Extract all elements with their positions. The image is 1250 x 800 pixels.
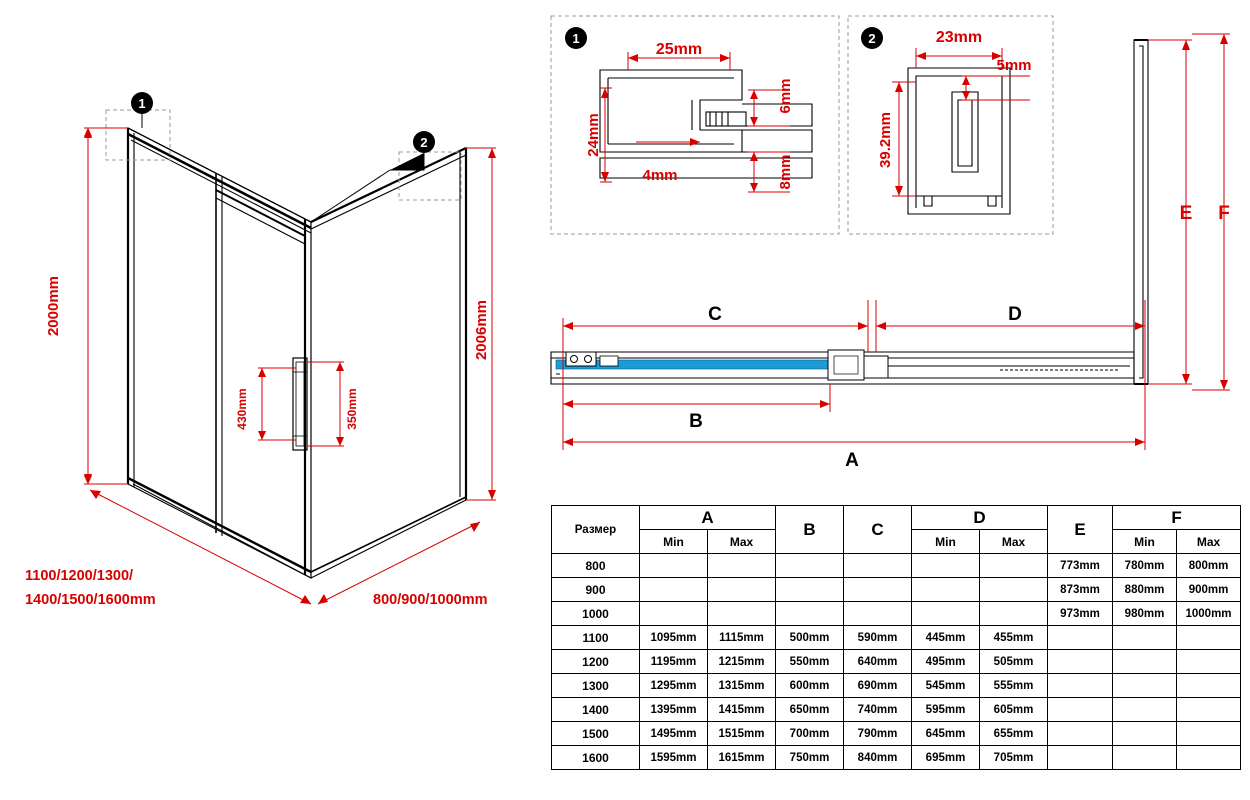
cell-f-max [1177,698,1241,722]
table-row [552,626,1241,650]
table-row [552,698,1241,722]
cell-a-min: 1495mm [640,722,708,746]
table-row [552,578,1241,602]
header-size: Размер [552,506,640,554]
cell-f-min [1113,698,1177,722]
cell-a-max: 1515mm [708,722,776,746]
main-view-dimensions [84,128,496,604]
cell-d-max: 655mm [980,722,1048,746]
table-row [552,746,1241,770]
callout-marker-2 [311,131,435,222]
cell-c: 790mm [844,722,912,746]
detail-1-marker [565,27,587,49]
spec-table [551,505,1241,770]
cell-f-min: 780mm [1113,554,1177,578]
header-group-d: D [912,506,1048,530]
plan-label-d: D [1008,304,1022,325]
table-body [552,554,1241,770]
spec-table-wrapper [551,505,1240,770]
table-row [552,602,1241,626]
cell-d-max [980,578,1048,602]
table-row [552,554,1241,578]
cell-f-min [1113,746,1177,770]
cell-size: 1200 [552,650,640,674]
header-d-min: Min [912,530,980,554]
elevation-label-f: F [1218,203,1230,224]
cell-size: 1000 [552,602,640,626]
detail-2-marker [861,27,883,49]
cell-c [844,578,912,602]
cell-c: 840mm [844,746,912,770]
main-isometric-view [128,128,466,578]
cell-a-max: 1315mm [708,674,776,698]
detail-1-dimensions [600,52,790,192]
cell-a-max [708,602,776,626]
cell-e [1048,626,1113,650]
elevation-label-e: E [1179,203,1193,224]
svg-text:2: 2 [420,135,428,150]
cell-b: 650mm [776,698,844,722]
cell-f-min [1113,674,1177,698]
dim-height-left: 2000mm [45,275,62,337]
cell-a-max: 1115mm [708,626,776,650]
cell-size: 1300 [552,674,640,698]
cell-c: 590mm [844,626,912,650]
table-row [552,722,1241,746]
cell-e [1048,674,1113,698]
cell-a-min: 1195mm [640,650,708,674]
plan-label-b: B [689,411,703,432]
detail1-dim-4mm: 4mm [642,167,678,184]
cell-a-max [708,554,776,578]
header-f-min: Min [1113,530,1177,554]
cell-d-max: 455mm [980,626,1048,650]
cell-c: 640mm [844,650,912,674]
dim-handle-height: 430mm [235,388,249,430]
detail-1-arrowheads [601,54,758,192]
cell-f-max [1177,674,1241,698]
cell-e [1048,746,1113,770]
cell-d-max: 705mm [980,746,1048,770]
cell-f-max: 900mm [1177,578,1241,602]
cell-size: 800 [552,554,640,578]
svg-text:1: 1 [572,31,580,46]
header-group-a: A [640,506,776,530]
cell-f-max [1177,626,1241,650]
header-d-max: Max [980,530,1048,554]
table-row [552,674,1241,698]
cell-f-max [1177,746,1241,770]
header-a-min: Min [640,530,708,554]
cell-e: 773mm [1048,554,1113,578]
cell-size: 900 [552,578,640,602]
svg-text:1: 1 [138,96,146,111]
cell-a-min: 1395mm [640,698,708,722]
cell-f-min: 880mm [1113,578,1177,602]
cell-c: 690mm [844,674,912,698]
cell-a-max: 1615mm [708,746,776,770]
dim-depth-options: 800/900/1000mm [373,592,488,608]
detail2-dim-5mm: 5mm [996,57,1032,74]
cell-e [1048,650,1113,674]
cell-d-max [980,554,1048,578]
cell-b [776,554,844,578]
cell-b: 700mm [776,722,844,746]
cell-size: 1600 [552,746,640,770]
plan-view [551,350,1134,384]
header-group-c: C [844,506,912,554]
cell-f-min: 980mm [1113,602,1177,626]
cell-b [776,602,844,626]
cell-f-min [1113,626,1177,650]
cell-a-min: 1595mm [640,746,708,770]
cell-size: 1500 [552,722,640,746]
header-group-b: B [776,506,844,554]
cell-c [844,554,912,578]
table-row [552,650,1241,674]
cell-c [844,602,912,626]
cell-f-max [1177,722,1241,746]
header-group-f: F [1113,506,1241,530]
cell-d-max: 605mm [980,698,1048,722]
detail2-dim-23mm: 23mm [935,29,983,46]
header-a-max: Max [708,530,776,554]
header-group-e: E [1048,506,1113,554]
svg-text:2: 2 [868,31,876,46]
cell-size: 1400 [552,698,640,722]
cell-d-max: 555mm [980,674,1048,698]
cell-d-min: 695mm [912,746,980,770]
dim-handle-width: 350mm [345,388,359,430]
cell-d-min [912,578,980,602]
cell-e [1048,722,1113,746]
cell-b: 600mm [776,674,844,698]
detail-2-arrowheads [895,52,1002,196]
detail-2-profile [908,68,1010,214]
cell-d-max: 505mm [980,650,1048,674]
cell-e [1048,698,1113,722]
cell-b [776,578,844,602]
cell-b: 750mm [776,746,844,770]
cell-a-max [708,578,776,602]
cell-f-min [1113,722,1177,746]
detail1-dim-25mm: 25mm [655,41,703,58]
plan-label-a: A [845,450,859,471]
cell-d-min: 645mm [912,722,980,746]
detail2-dim-392mm: 39.2mm [877,112,894,168]
plan-label-c: C [708,304,722,325]
cell-a-min: 1295mm [640,674,708,698]
detail1-dim-6mm: 6mm [777,78,794,114]
cell-b: 550mm [776,650,844,674]
dim-arrowheads [84,128,496,604]
table-header-row-1 [552,506,1241,530]
dim-width-options-line1: 1100/1200/1300/ [25,568,134,584]
cell-e: 873mm [1048,578,1113,602]
side-elevation [1134,40,1148,384]
cell-f-max: 1000mm [1177,602,1241,626]
cell-f-min [1113,650,1177,674]
detail1-dim-8mm: 8mm [777,154,794,190]
cell-d-min: 545mm [912,674,980,698]
cell-d-min: 445mm [912,626,980,650]
cell-f-max: 800mm [1177,554,1241,578]
dim-height-right: 2006mm [473,299,490,361]
cell-a-max: 1215mm [708,650,776,674]
cell-d-min: 495mm [912,650,980,674]
cell-a-max: 1415mm [708,698,776,722]
cell-c: 740mm [844,698,912,722]
cell-f-max [1177,650,1241,674]
cell-b: 500mm [776,626,844,650]
cell-d-min [912,554,980,578]
cell-a-min [640,578,708,602]
cell-a-min [640,602,708,626]
cell-a-min [640,554,708,578]
cell-d-min: 595mm [912,698,980,722]
cell-a-min: 1095mm [640,626,708,650]
cell-d-max [980,602,1048,626]
detail1-dim-24mm: 24mm [585,113,602,157]
dim-width-options-line2: 1400/1500/1600mm [25,592,156,608]
callout-marker-1 [131,92,153,128]
cell-d-min [912,602,980,626]
header-f-max: Max [1177,530,1241,554]
cell-e: 973mm [1048,602,1113,626]
cell-size: 1100 [552,626,640,650]
